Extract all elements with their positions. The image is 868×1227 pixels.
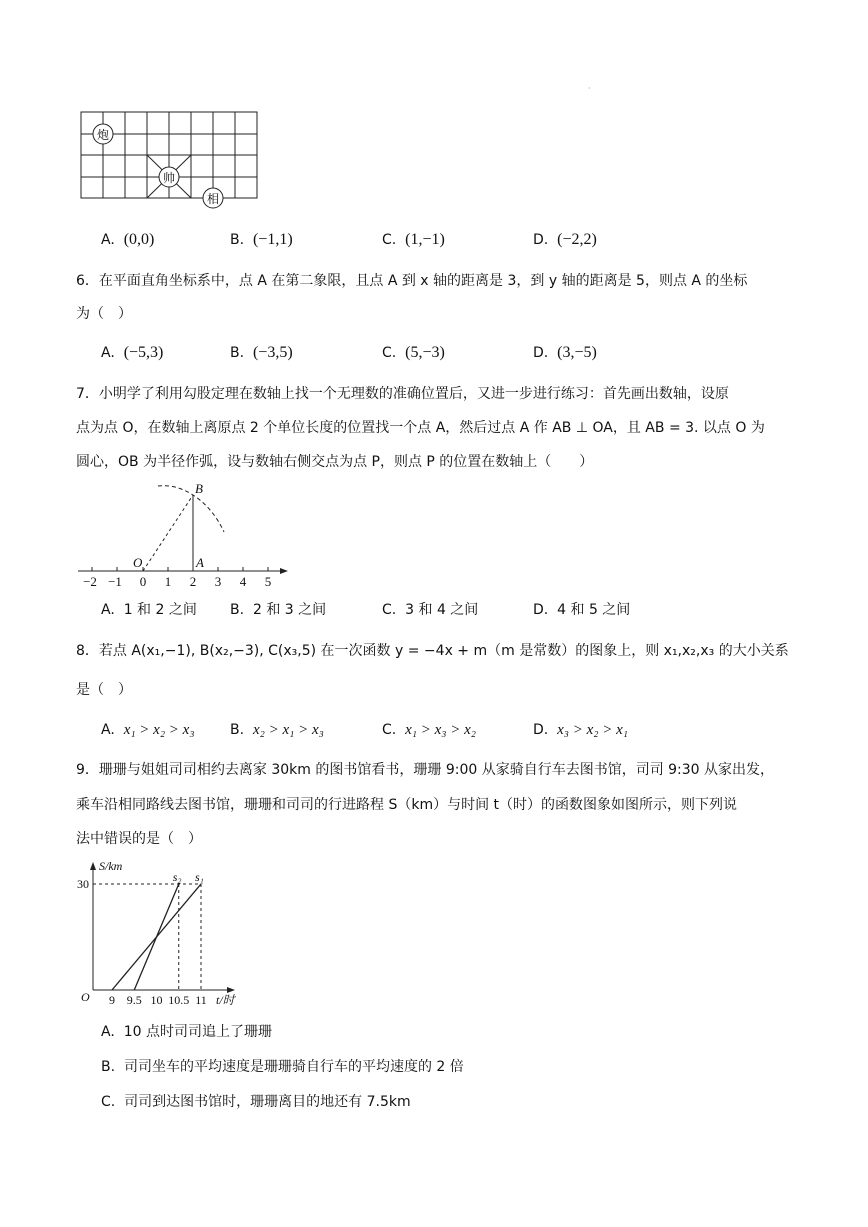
- series-line-2: [134, 884, 179, 990]
- q5-chessboard-figure: [78, 110, 260, 212]
- tick-label: 4: [239, 574, 247, 589]
- q5-option-c[interactable]: C. (1,−1): [382, 231, 445, 248]
- tick-label: 1: [164, 574, 172, 589]
- piece-shuai: [159, 167, 179, 187]
- q6-stem-line2: 为（ ）: [76, 306, 132, 322]
- q9-option-b[interactable]: B. 司司坐车的平均速度是珊珊骑自行车的平均速度的 2 倍: [101, 1059, 464, 1075]
- q6-stem-line1: 6．在平面直角坐标系中，点 A 在第二象限，且点 A 到 x 轴的距离是 3，到 y 轴的距离是 5，则点 A 的坐标: [76, 273, 748, 289]
- q6-option-c[interactable]: C. (5,−3): [382, 344, 445, 361]
- q8-option-a[interactable]: A. x₁ > x₂ > x₃: [101, 722, 195, 738]
- piece-xiang-label: 相: [206, 192, 220, 206]
- q9-option-c[interactable]: C. 司司到达图书馆时，珊珊离目的地还有 7.5km: [101, 1094, 411, 1110]
- piece-pao-label: 炮: [96, 128, 110, 142]
- segment-ob: [143, 495, 193, 571]
- piece-xiang: [203, 188, 223, 208]
- q5-option-b[interactable]: B. (−1,1): [230, 231, 293, 248]
- q9-distance-time-chart: [76, 852, 246, 1007]
- q7-stem-line3: 圆心，OB 为半径作弧，设与数轴右侧交点为点 P，则点 P 的位置在数轴上（ ）: [76, 454, 594, 470]
- q8-stem-line1: 8．若点 A(x₁,−1), B(x₂,−3), C(x₃,5) 在一次函数 y = −4x + m（m 是常数）的图象上，则 x₁,x₂,x₃ 的大小关系: [76, 643, 789, 659]
- q7-option-c[interactable]: C. 3 和 4 之间: [382, 602, 479, 618]
- q9-option-a[interactable]: A. 10 点时司司追上了珊珊: [101, 1024, 272, 1040]
- x-tick-label: 9.5: [126, 993, 142, 1007]
- q7-number-line-figure: [76, 478, 291, 590]
- tick-label: 3: [214, 574, 222, 589]
- label-o: O: [133, 555, 143, 570]
- q6-option-a[interactable]: A. (−5,3): [101, 344, 164, 361]
- piece-shuai-label: 帅: [162, 171, 176, 185]
- label-a: A: [196, 555, 204, 570]
- q7-option-d[interactable]: D. 4 和 5 之间: [533, 602, 631, 618]
- q8-stem-line2: 是（ ）: [76, 682, 132, 698]
- q7-stem-line2: 点为点 O，在数轴上离原点 2 个单位长度的位置找一个点 A，然后过点 A 作 AB ⊥ OA，且 AB = 3. 以点 O 为: [76, 420, 765, 436]
- y-axis-arrow: [90, 862, 96, 870]
- q7-option-b[interactable]: B. 2 和 3 之间: [230, 602, 327, 618]
- y-tick-label: 30: [77, 877, 89, 891]
- q6-option-d[interactable]: D. (3,−5): [533, 344, 597, 361]
- tick-label: 2: [189, 574, 197, 589]
- x-axis-label: t/时: [216, 993, 235, 1007]
- label-b: B: [195, 481, 203, 496]
- tick-label: −2: [83, 574, 97, 589]
- series-label-2: s₂: [172, 870, 182, 884]
- piece-pao: [93, 124, 113, 144]
- x-tick-label: 9: [109, 993, 115, 1007]
- arc: [158, 486, 224, 532]
- x-tick-label: 10.5: [168, 993, 190, 1007]
- q8-option-c[interactable]: C. x₁ > x₃ > x₂: [382, 722, 477, 738]
- series-label-1: s₁: [195, 870, 204, 884]
- tick-label: −1: [108, 574, 122, 589]
- q9-stem-line3: 法中错误的是（ ）: [76, 831, 202, 847]
- origin-label: O: [81, 990, 90, 1004]
- q9-stem-line2: 乘车沿相同路线去图书馆，珊珊和司司的行进路程 S（km）与时间 t（时）的函数图象如图所示，则下列说: [76, 797, 738, 813]
- q7-stem-line1: 7．小明学了利用勾股定理在数轴上找一个无理数的准确位置后，又进一步进行练习：首先画出数轴，设原: [76, 386, 729, 402]
- q8-option-b[interactable]: B. x₂ > x₁ > x₃: [230, 722, 324, 738]
- tick-label: 5: [264, 574, 272, 589]
- q5-option-a[interactable]: A. (0,0): [101, 231, 155, 248]
- q6-option-b[interactable]: B. (−3,5): [230, 344, 293, 361]
- x-tick-label: 10: [150, 993, 163, 1007]
- q5-option-d[interactable]: D. (−2,2): [533, 231, 597, 248]
- q7-option-a[interactable]: A. 1 和 2 之间: [101, 602, 197, 618]
- x-tick-label: 11: [195, 993, 207, 1007]
- y-axis-label: S/km: [99, 859, 123, 873]
- q9-stem-line1: 9．珊珊与姐姐司司相约去离家 30km 的图书馆看书，珊珊 9:00 从家骑自行车去图书馆，司司 9:30 从家出发，: [76, 762, 775, 778]
- q8-option-d[interactable]: D. x₃ > x₂ > x₁: [533, 722, 629, 738]
- tick-label: 0: [139, 574, 147, 589]
- header-mark: ·: [588, 84, 591, 93]
